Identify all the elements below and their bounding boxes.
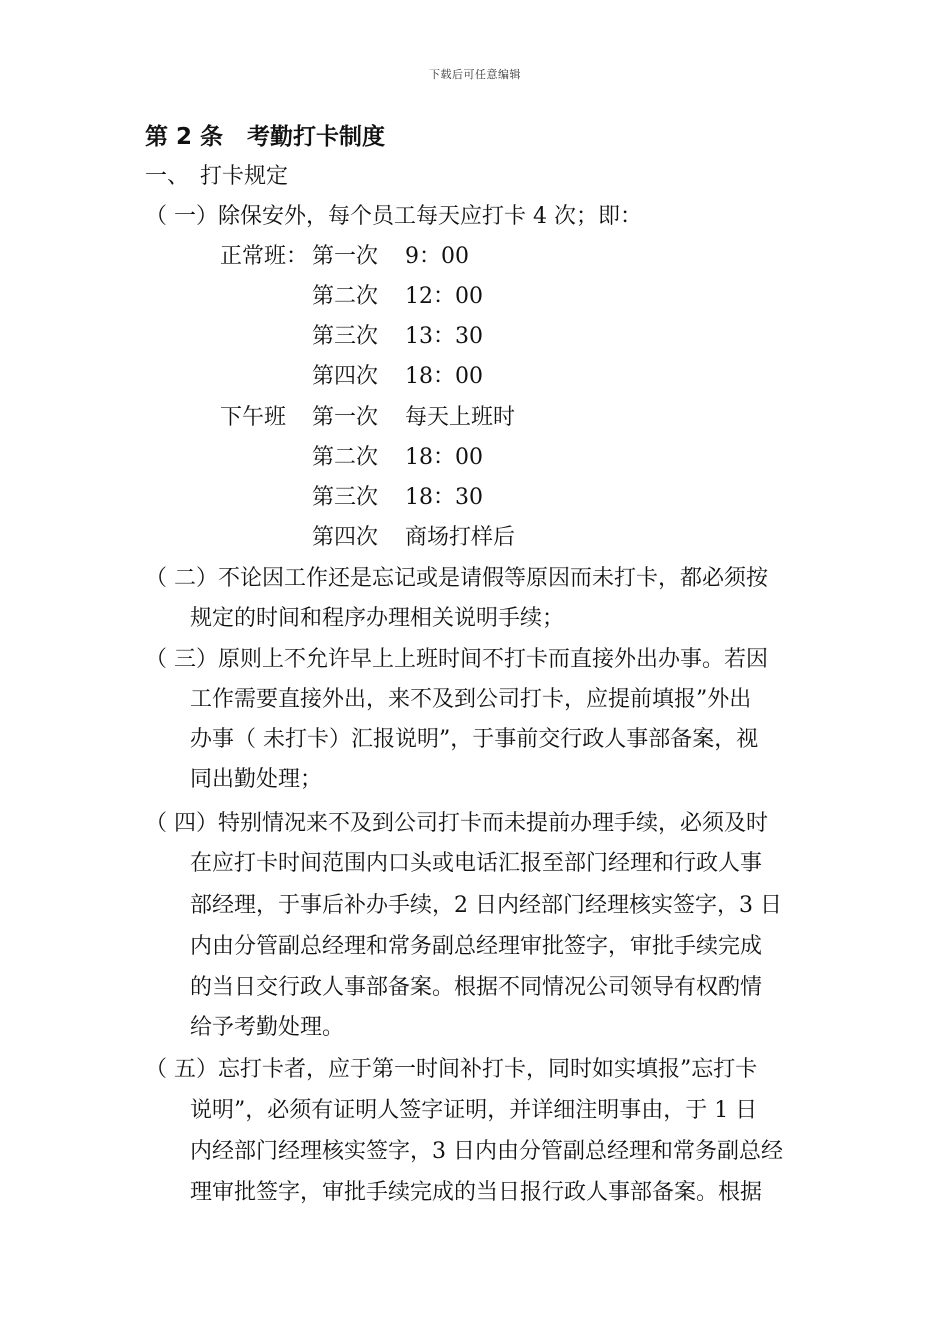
paragraph-item-3-line-4: 同出勤处理； bbox=[190, 767, 323, 792]
paragraph-item-3-line-3: 办事（ 未打卡）汇报说明”，于事前交行政人事部备案，视 bbox=[190, 727, 759, 752]
paragraph-item-5-line-3: 内经部门经理核实签字，3 日内由分管副总经理和常务副总经 bbox=[190, 1139, 783, 1164]
paragraph-item-4-line-1: （ 四）特别情况来不及到公司打卡而未提前办理手续，必须及时 bbox=[145, 811, 768, 836]
paragraph-item-5-line-4: 理审批签字，审批手续完成的当日报行政人事部备案。根据 bbox=[190, 1180, 763, 1205]
paragraph-item-4-line-4: 内由分管副总经理和常务副总经理审批签字，审批手续完成 bbox=[190, 934, 763, 959]
paragraph-item-5-line-2: 说明”，必须有证明人签字证明，并详细注明事由，于 1 日 bbox=[190, 1098, 758, 1123]
paragraph-item-5-line-1: （ 五）忘打卡者，应于第一时间补打卡，同时如实填报”忘打卡 bbox=[145, 1057, 758, 1082]
schedule-normal-4-name: 第四次 bbox=[312, 364, 379, 389]
schedule-normal-1-name: 第一次 bbox=[312, 244, 379, 269]
schedule-afternoon-4-name: 第四次 bbox=[312, 525, 379, 550]
schedule-afternoon-1-name: 第一次 bbox=[312, 405, 379, 430]
schedule-normal-1-time: 9：00 bbox=[405, 244, 469, 269]
schedule-normal-2-name: 第二次 bbox=[312, 284, 379, 309]
article-number: 第 2 条 bbox=[145, 124, 224, 150]
schedule-normal-3-name: 第三次 bbox=[312, 324, 379, 349]
paragraph-item-4-line-5: 的当日交行政人事部备案。根据不同情况公司领导有权酌情 bbox=[190, 975, 763, 1000]
schedule-normal-label: 正常班： bbox=[220, 244, 309, 269]
paragraph-item-3-line-2: 工作需要直接外出，来不及到公司打卡，应提前填报”外出 bbox=[190, 687, 752, 712]
article-heading: 考勤打卡制度 bbox=[247, 124, 386, 150]
schedule-normal-4-time: 18：00 bbox=[405, 364, 483, 389]
paragraph-item-2-line-1: （ 二）不论因工作还是忘记或是请假等原因而未打卡，都必须按 bbox=[145, 566, 768, 591]
article-title bbox=[145, 122, 385, 152]
schedule-afternoon-label: 下午班 bbox=[220, 405, 287, 430]
paragraph-item-1: （ 一）除保安外，每个员工每天应打卡 4 次；即： bbox=[145, 204, 642, 229]
schedule-afternoon-2-name: 第二次 bbox=[312, 445, 379, 470]
schedule-afternoon-2-time: 18：00 bbox=[405, 445, 483, 470]
schedule-afternoon-1-time: 每天上班时 bbox=[405, 405, 516, 430]
schedule-afternoon-4-time: 商场打样后 bbox=[405, 525, 516, 550]
header-note: 下载后可任意编辑 bbox=[429, 68, 521, 81]
paragraph-item-4-line-2: 在应打卡时间范围内口头或电话汇报至部门经理和行政人事 bbox=[190, 851, 763, 876]
schedule-afternoon-3-time: 18：30 bbox=[405, 485, 483, 510]
paragraph-item-3-line-1: （ 三）原则上不允许早上上班时间不打卡而直接外出办事。若因 bbox=[145, 647, 768, 672]
paragraph-item-4-line-3: 部经理，于事后补办手续，2 日内经部门经理核实签字，3 日 bbox=[190, 893, 782, 918]
section-heading: 一、 打卡规定 bbox=[145, 164, 289, 189]
paragraph-item-2-line-2: 规定的时间和程序办理相关说明手续； bbox=[190, 606, 565, 631]
schedule-normal-2-time: 12：00 bbox=[405, 284, 483, 309]
paragraph-item-4-line-6: 给予考勤处理。 bbox=[190, 1015, 345, 1040]
schedule-afternoon-3-name: 第三次 bbox=[312, 485, 379, 510]
schedule-normal-3-time: 13：30 bbox=[405, 324, 483, 349]
